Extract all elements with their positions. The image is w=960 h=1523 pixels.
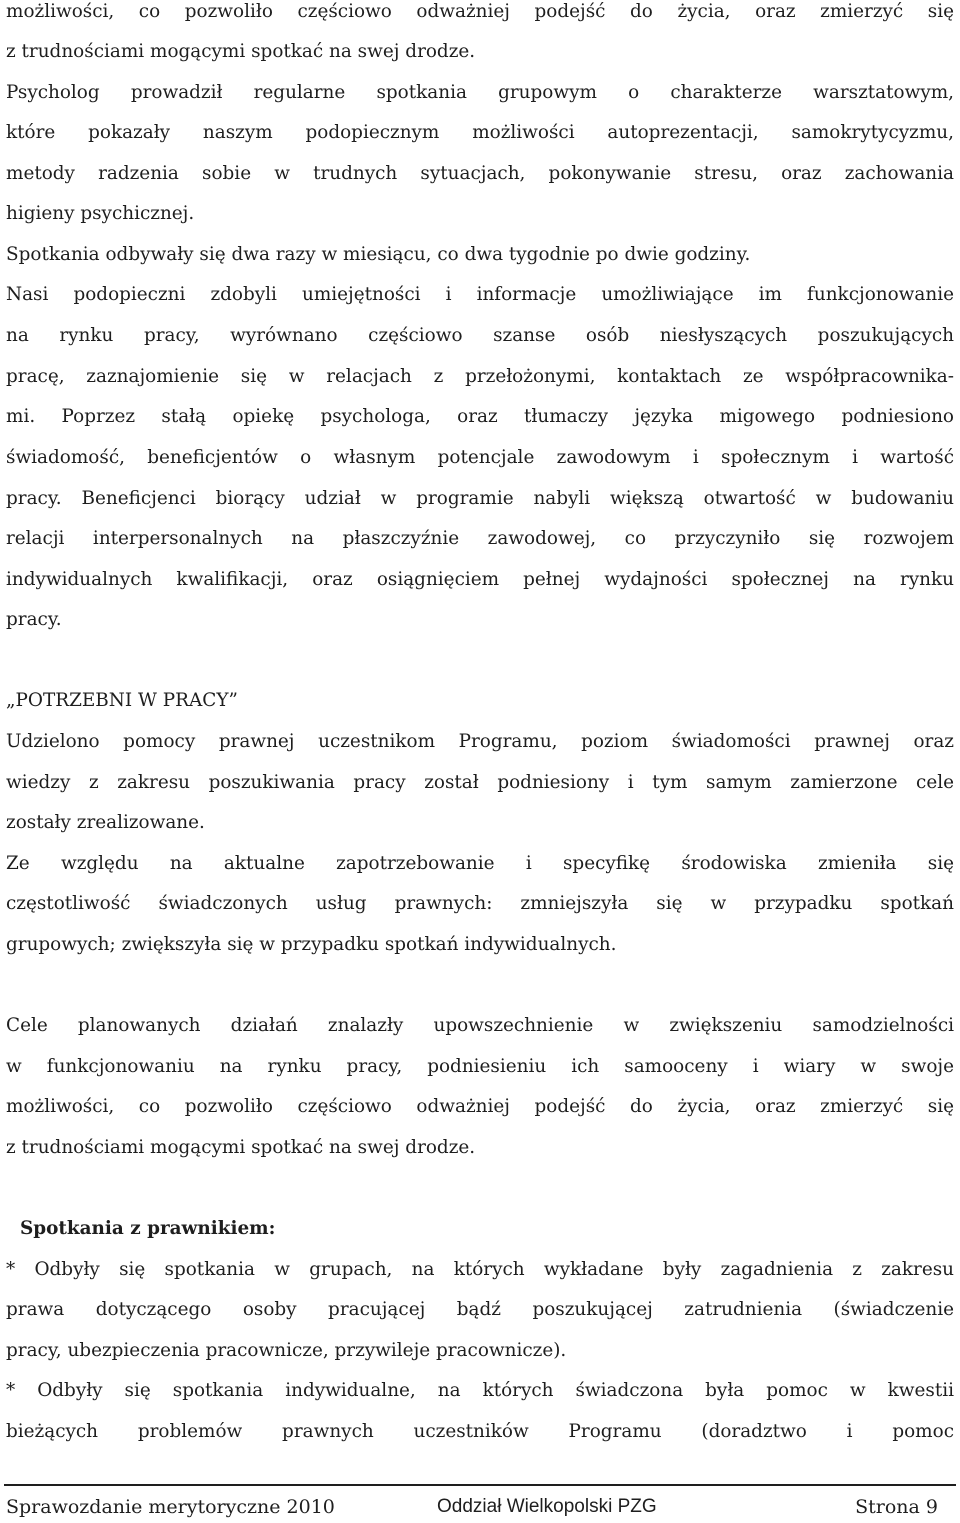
text-line: świadomość, beneficjentów o własnym potencjale zawodowym i społecznym i wartość bbox=[6, 447, 954, 468]
text-line: Udzielono pomocy prawnej uczestnikom Programu, poziom świadomości prawnej oraz bbox=[6, 731, 954, 752]
text-line: w funkcjonowaniu na rynku pracy, podniesieniu ich samooceny i wiary w swoje bbox=[6, 1056, 954, 1077]
text-line: indywidualnych kwalifikacji, oraz osiągnięciem pełnej wydajności społecznej na rynku bbox=[6, 569, 954, 590]
text-line: Nasi podopieczni zdobyli umiejętności i informacje umożliwiające im funkcjonowanie bbox=[6, 284, 954, 305]
text-line: * Odbyły się spotkania indywidualne, na których świadczona była pomoc w kwestii bbox=[6, 1380, 954, 1401]
text-line: Spotkania odbywały się dwa razy w miesiącu, co dwa tygodnie po dwie godziny. bbox=[6, 244, 751, 265]
text-line: Psycholog prowadził regularne spotkania grupowym o charakterze warsztatowym, bbox=[6, 82, 954, 103]
footer-divider bbox=[4, 1484, 956, 1486]
text-line: częstotliwość świadczonych usług prawnych: zmniejszyła się w przypadku spotkań bbox=[6, 893, 954, 914]
text-line: pracy. Beneficjenci biorący udział w programie nabyli większą otwartość w budowaniu bbox=[6, 488, 954, 509]
text-line: * Odbyły się spotkania w grupach, na których wykładane były zagadnienia z zakresu bbox=[6, 1259, 954, 1280]
text-line: zostały zrealizowane. bbox=[6, 812, 205, 833]
text-line: mi. Poprzez stałą opiekę psychologa, oraz tłumaczy języka migowego podniesiono bbox=[6, 406, 954, 427]
text-line: z trudnościami mogącymi spotkać na swej drodze. bbox=[6, 1137, 476, 1158]
text-line: Ze względu na aktualne zapotrzebowanie i specyfikę środowiska zmieniła się bbox=[6, 853, 954, 874]
section-heading: Spotkania z prawnikiem: bbox=[20, 1218, 276, 1239]
text-line: pracy. bbox=[6, 609, 62, 630]
text-line: bieżących problemów prawnych uczestników Programu (doradztwo i pomoc bbox=[6, 1421, 954, 1442]
text-line: relacji interpersonalnych na płaszczyźnie zawodowej, co przyczyniło się rozwojem bbox=[6, 528, 954, 549]
text-line: pracy, ubezpieczenia pracownicze, przywileje pracownicze). bbox=[6, 1340, 567, 1361]
text-line: pracę, zaznajomienie się w relacjach z przełożonymi, kontaktach ze współpracownika- bbox=[6, 366, 954, 387]
text-line: metody radzenia sobie w trudnych sytuacjach, pokonywanie stresu, oraz zachowania bbox=[6, 163, 954, 184]
text-line: z trudnościami mogącymi spotkać na swej drodze. bbox=[6, 41, 476, 62]
section-heading: „POTRZEBNI W PRACY” bbox=[6, 690, 238, 711]
text-line: grupowych; zwiększyła się w przypadku spotkań indywidualnych. bbox=[6, 934, 617, 955]
footer-report-title: Sprawozdanie merytoryczne 2010 bbox=[6, 1496, 335, 1518]
text-line: które pokazały naszym podopiecznym możliwości autoprezentacji, samokrytycyzmu, bbox=[6, 122, 954, 143]
text-line: Cele planowanych działań znalazły upowszechnienie w zwiększeniu samodzielności bbox=[6, 1015, 954, 1036]
footer-organization: Oddział Wielkopolski PZG bbox=[437, 1496, 657, 1517]
text-line: higieny psychicznej. bbox=[6, 203, 195, 224]
text-line: na rynku pracy, wyrównano częściowo szanse osób niesłyszących poszukujących bbox=[6, 325, 954, 346]
text-line: prawa dotyczącego osoby pracującej bądź poszukującej zatrudnienia (świadczenie bbox=[6, 1299, 954, 1320]
text-line: możliwości, co pozwoliło częściowo odważniej podejść do życia, oraz zmierzyć się bbox=[6, 1, 954, 22]
text-line: wiedzy z zakresu poszukiwania pracy został podniesiony i tym samym zamierzone cele bbox=[6, 772, 954, 793]
footer-page-number: Strona 9 bbox=[855, 1496, 938, 1518]
text-line: możliwości, co pozwoliło częściowo odważniej podejść do życia, oraz zmierzyć się bbox=[6, 1096, 954, 1117]
